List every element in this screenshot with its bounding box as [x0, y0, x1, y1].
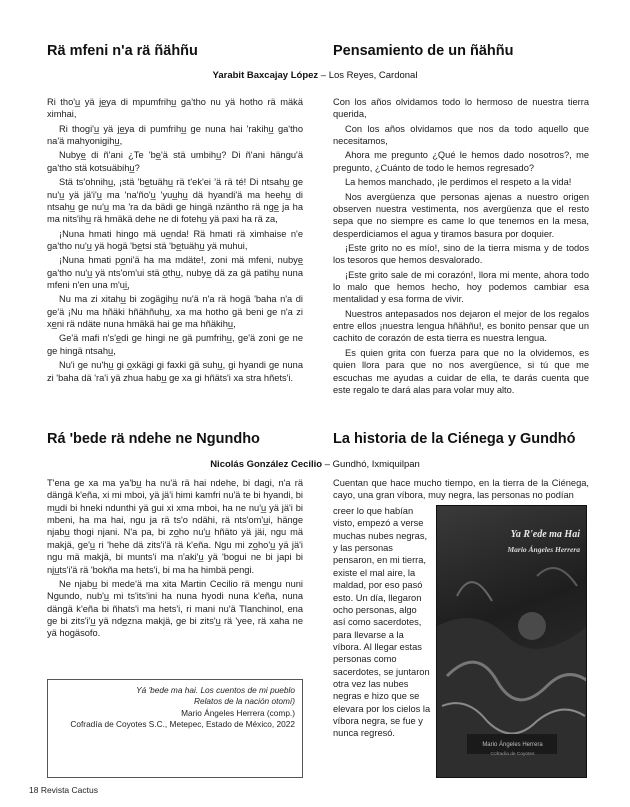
otomi-paragraph: Ge'ä mafi n's'e̲di ge hingi ne gä pumfrihu̲, ge'ä zoni ge ne ge hingä ntsahu̲, — [47, 333, 303, 356]
section2-author-place: – Gundhó, Ixmiquilpan — [322, 459, 420, 470]
spanish-paragraph: ¡Este grito sale de mi corazón!, llora mi mente, ahora todo lo malo que hemos hecho, hoy podemos cambiar esa mentalidad y esa forma de vivir. — [333, 269, 589, 305]
otomi-paragraph: Nu'i ge nu'hu̲ gi o̲xkägi gi faxki gä suhu̲, gi hyandi ge nuna zi 'baha dä 'ra'i yä zhua habu̲ ge xa gi hñäts'i xa stra hñets'i. — [47, 360, 303, 383]
section2-title-otomi: Rá 'bede rä ndehe ne Ngundho — [47, 431, 260, 447]
book-cover-footer-publisher: Cofradía de Coyotes — [490, 752, 535, 757]
otomi-paragraph: Stä ts'ohnihu̲, ¡stä 'be̲tuähu̲ rä t'ek'ei 'ä rä té! Di ntsahu̲ ge nu'u̲ yä jä'i'u̲ ma 'na'ño'u̲ 'yuu̲hu̲ dä hyandi'ä ma heehu̲ di ntsahu̲ ge nu'u̲ ma 'ra da bädi ge hingä nzäntho rä nge̲ ja ha ma nits'ihu̲ rä hmäkä dehe ne di fotehu̲ yä paxi ha rä za, — [47, 177, 303, 225]
book-cover-title: Ya R'ede ma Hai — [510, 529, 580, 540]
spanish-paragraph: Con los años olvidamos todo lo hermoso de nuestra tierra querida, — [333, 97, 589, 120]
spanish-paragraph: La hemos manchado, ¡le perdimos el respeto a la vida! — [345, 177, 572, 188]
otomi-paragraph: ¡Nuna hmati po̲ni'ä ha ma mdäte!, zoni mä mfeni, nubye̲ ga'tho nu'u̲ yä nts'om'ui stä o̲thu̲, nubye̲ dä za gä patihu̲ nuna mfeni n'en una m'ui̲, — [47, 255, 303, 291]
credit-publisher: Cofradía de Coyotes S.C., Metepec, Estado de México, 2022 — [70, 718, 295, 729]
section1-author-name: Yarabit Baxcajay López — [212, 70, 319, 81]
spanish-paragraph: Es quien grita con fuerza para que no la olvidemos, es quien llora para que no nos avergüence, si tú que me escuchas me ayudas a cuidar de ella, te darás cuenta que este regalo te dará alas para volar muy alto. — [333, 347, 589, 395]
otomi-paragraph: Nu ma zi xitahu̲ bi zogägihu̲ nu'ä n'a rä hogä 'baha n'a di ge'ä ¡Nu ma hñäki hñähñuhu̲, xa ma hotho gä beni ge n'a zi xe̲ni rä ndäte nuna hmäkä hai ge ma hñäkihu̲, — [47, 294, 303, 330]
page-footer: 18 Revista Cactus — [29, 785, 98, 795]
section2-author-line — [0, 459, 630, 470]
otomi-paragraph: Ri tho'u̲ yä je̲ya di mpumfrihu̲ ga'tho nu yä hotho rä mäkä ximhai, — [47, 97, 303, 120]
otomi-paragraph: ¡Nuna hmati hingo mä ue̲nda! Rä hmati rä ximhaise n'e ga'tho nu'u̲ yä hogä 'be̲tsi stä 'be̲tuähu̲ yä muhui, — [47, 228, 303, 251]
spanish-paragraph: ¡Este grito no es mío!, sino de la tierra misma y de todos los tesoros que hemos desvalorado. — [333, 242, 589, 266]
book-cover-footer-author: Mario Ángeles Herrera — [482, 742, 543, 748]
section1-title-otomi: Rä mfeni n'a rä ñähñu — [47, 43, 198, 59]
section2-otomi-column — [47, 477, 303, 642]
section2-title-spanish: La historia de la Ciénega y Gundhó — [333, 431, 576, 447]
credit-book-subtitle: Relatos de la nación otomí) — [193, 696, 295, 707]
credit-book-title: Yá 'bede ma hai. Los cuentos de mi pueblo — [136, 685, 295, 695]
otomi-paragraph: Nubye̲ di ñ'ani ¿Te 'be̲'ä stä umbihu̲? Di ñ'ani hängu'ä ga'tho stä kotsuäbihu̲? — [47, 150, 303, 173]
otomi-story-paragraph: Ne njabu̲ bi mede'ä ma xita Martin Cecilio rä mengu nuni Ngundo, nub'u̲ mi ts'its'ini ha nuna hyodi nuna k'eña, nuna dängä k'eña bi ñhats'i ma hets'i, ri mani nu'ä Tlanchinol, ena ge bi zits'i'u̲ yä nde̲zna makjä, ge bi zits'u̲ rä 'yee, rä xaha ne yä hogäsofo. — [47, 578, 303, 639]
spanish-story-paragraph-continued: creer lo que habían visto, empezó a verse muchas nubes negras, y las personas pensaron, en mi tierra, existe el mal aire, la maldad, por eso pasó esto. Un día, llegaron ocho personas, algo así como sacerdotes, para llevarse a la víbora. Al llegar estas personas como sacerdotes, se juntaron otra vez las nubes negras e hizo que se elevara por los cielos la víbora negra, se fue y nunca regresó. — [333, 506, 431, 739]
credit-compiler: Mario Ángeles Herrera (comp.) — [181, 707, 295, 718]
section2-author-name: Nicolás González Cecilio — [210, 459, 323, 470]
spanish-paragraph: Con los años olvidamos que nos da todo aquello que necesitamos, — [333, 123, 589, 147]
section2-spanish-column — [333, 477, 589, 507]
section1-otomi-column — [47, 96, 303, 386]
spanish-paragraph: Ahora me pregunto ¿Qué le hemos dado nosotros?, me pregunto, ¿Cuánto de todo le hemos regresado? — [333, 150, 589, 173]
section1-title-spanish: Pensamiento de un ñähñu — [333, 43, 514, 59]
section1-author-line — [0, 70, 630, 81]
section1-author-place: – Los Reyes, Cardonal — [318, 70, 418, 81]
book-credit-box — [47, 679, 303, 778]
spanish-story-paragraph: Cuentan que hace mucho tiempo, en la tierra de la Ciénega, cayo, una gran víbora, muy negra, las personas no podían — [333, 478, 589, 501]
spanish-paragraph: Nos avergüenza que personas ajenas a nuestro origen observen nuestra vestimenta, nos avergüenza que el resto sepa que no siempre es came lo que tenemos en la mesa, desperdiciamos el agua y tiramos basura por doquier. — [333, 191, 589, 239]
book-cover-image — [436, 505, 587, 778]
spanish-paragraph: Nuestros antepasados nos dejaron el mejor de los regalos entre ellos ¡nuestra lengua hñähñu!, es bonito pensar que un cachito de corazón de esta tierra es nuestra lengua. — [333, 308, 589, 344]
otomi-story-paragraph: T'ena ge xa ma ya'bu̲ ha nu'ä rä hai ndehe, bi dagi, n'a rä dängä k'eña, xi mi mboi, yä jä'i himi kamfri nu'ä te bi hyandi, bi mu̲di bi hneki ndunthi yä gui xi xma mboi, ha ne nu'u̲ yä jä'i bi mbeni, ha ma hai, ngu ja rä ts'o ndähi, rä nts'om'u̲i, hänge njabu̲ thogi njani. N'a pa, bi zo̲ho nu'u̲ hñäto yä jäi, ngu mä makjä, ge'u̲ ri 'hehe dä zits'i'ä rä k'eña. Ngu mi zo̲ho'u̲ yä jä'i ngu mä makjä, bi munts'i ma n'aki'u̲ yä 'bogui ne bi japi bi nju̲ts'i'ä rä 'bokña ma hets'i, bi ma ha himbä pengi. — [47, 478, 303, 575]
book-cover-author: Mario Ángeles Herrera — [507, 545, 580, 554]
section2-spanish-column-narrow — [333, 505, 431, 780]
section1-spanish-column — [333, 96, 589, 398]
otomi-paragraph: Ri thogi'u̲ yä je̲ya di pumfrihu̲ ge nuna hai 'rakihu̲ ga'tho na'ä mahyonigihu̲, — [47, 123, 303, 147]
